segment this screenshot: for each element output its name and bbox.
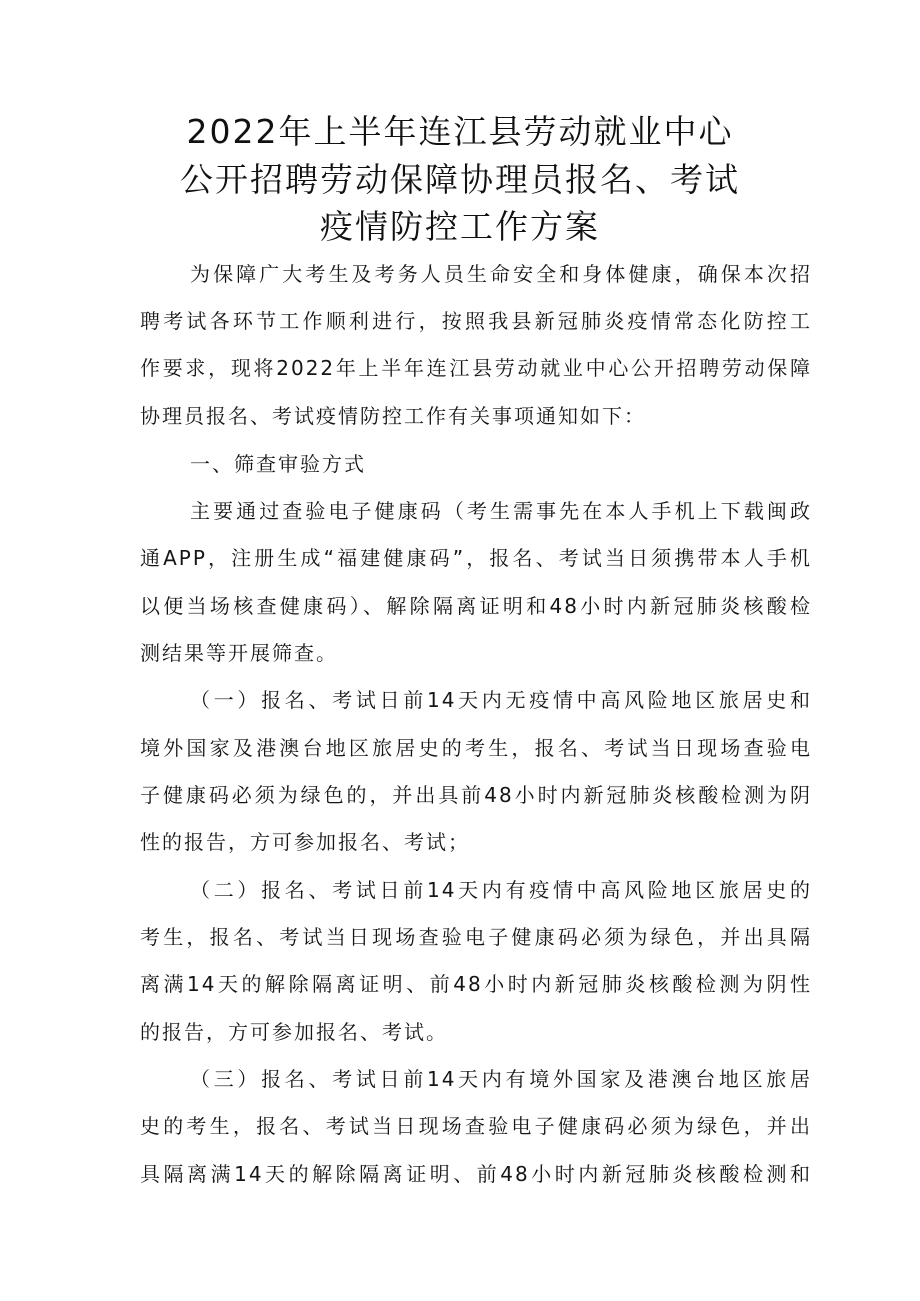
item-two-line: 的报告，方可参加报名、考试。	[140, 1020, 448, 1044]
item-three-line: 史的考生，报名、考试当日现场查验电子健康码必须为绿色，并出	[140, 1114, 812, 1138]
document-title-line-2: 公开招聘劳动保障协理员报名、考试	[180, 160, 740, 199]
section-heading: 一、筛查审验方式	[190, 452, 366, 476]
item-two-line: 离满14天的解除隔离证明、前48小时内新冠肺炎核酸检测为阴性	[140, 972, 812, 996]
intro-paragraph-line: 协理员报名、考试疫情防控工作有关事项通知如下：	[140, 404, 646, 428]
item-two-line: 考生，报名、考试当日现场查验电子健康码必须为绿色，并出具隔	[140, 925, 812, 949]
intro-paragraph-line: 作要求，现将2022年上半年连江县劳动就业中心公开招聘劳动保障	[140, 356, 812, 380]
item-three-line: （三）报名、考试日前14天内有境外国家及港澳台地区旅居	[190, 1067, 812, 1091]
item-one-line: 子健康码必须为绿色的，并出具前48小时内新冠肺炎核酸检测为阴	[140, 783, 812, 807]
item-one-line: 性的报告，方可参加报名、考试；	[140, 830, 470, 854]
document-title-line-1: 2022年上半年连江县劳动就业中心	[186, 112, 734, 151]
item-one-line: 境外国家及港澳台地区旅居史的考生，报名、考试当日现场查验电	[140, 736, 812, 760]
item-two-line: （二）报名、考试日前14天内有疫情中高风险地区旅居史的	[190, 878, 812, 902]
screening-paragraph-line: 以便当场核查健康码）、解除隔离证明和48小时内新冠肺炎核酸检	[140, 594, 812, 618]
item-one-line: （一）报名、考试日前14天内无疫情中高风险地区旅居史和	[190, 688, 812, 712]
screening-paragraph-line: 测结果等开展筛查。	[140, 641, 338, 665]
document-title-line-3: 疫情防控工作方案	[320, 207, 600, 246]
intro-paragraph-line: 聘考试各环节工作顺利进行，按照我县新冠肺炎疫情常态化防控工	[140, 309, 812, 333]
item-three-line: 具隔离满14天的解除隔离证明、前48小时内新冠肺炎核酸检测和	[140, 1162, 812, 1186]
intro-paragraph-line: 为保障广大考生及考务人员生命安全和身体健康，确保本次招	[190, 262, 812, 286]
screening-paragraph-line: 通APP，注册生成“福建健康码”，报名、考试当日须携带本人手机	[140, 546, 812, 570]
screening-paragraph-line: 主要通过查验电子健康码（考生需事先在本人手机上下载闽政	[190, 499, 812, 523]
